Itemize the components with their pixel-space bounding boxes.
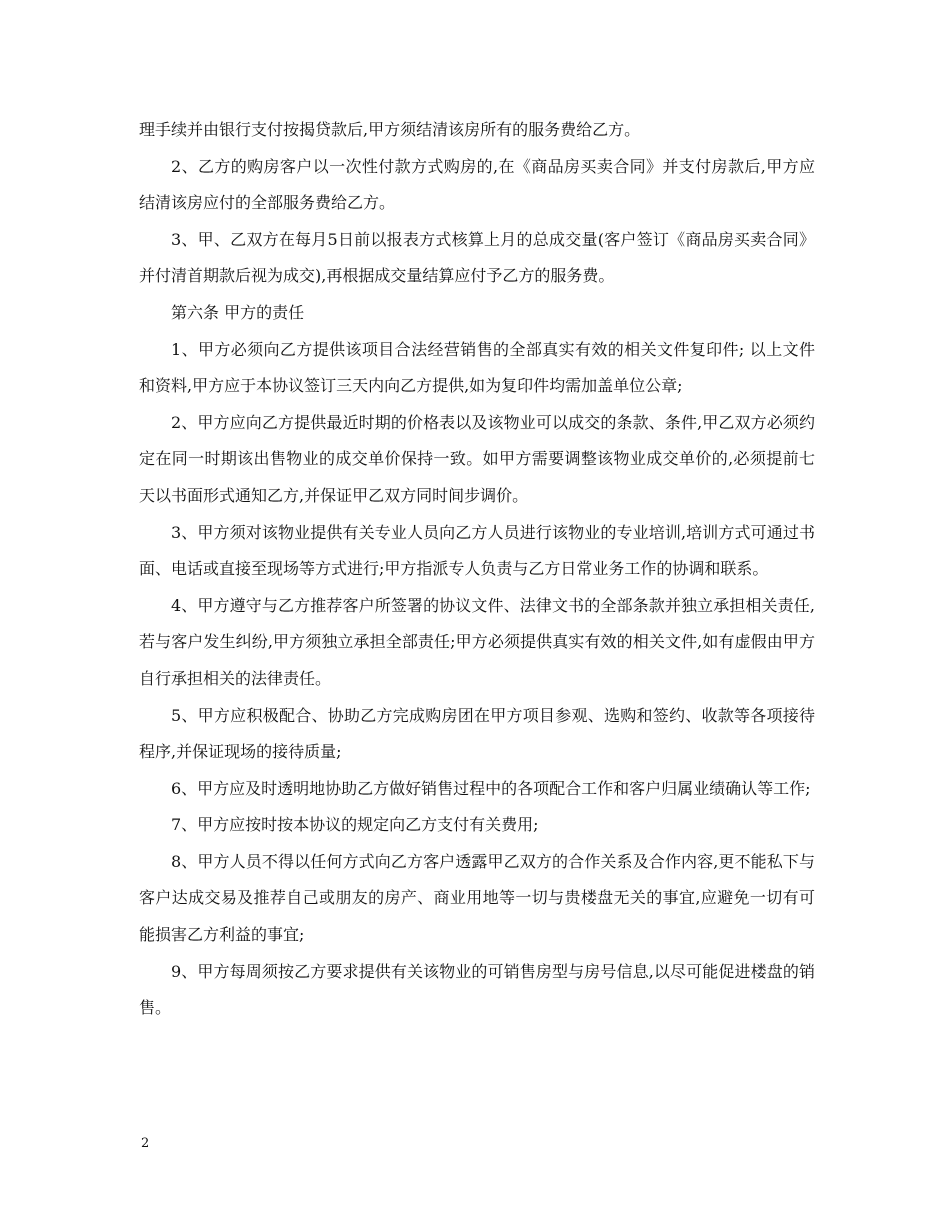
paragraph-responsibility-6: 6、甲方应及时透明地协助乙方做好销售过程中的各项配合工作和客户归属业绩确认等工作; — [171, 778, 811, 798]
page-number: 2 — [141, 1136, 150, 1151]
paragraph-responsibility-9: 9、甲方每周须按乙方要求提供有关该物业的可销售房型与房号信息,以尽可能促进楼盘的销售。 — [139, 961, 815, 1018]
paragraph-continuation: 理手续并由银行支付按揭贷款后,甲方须结清该房所有的服务费给乙方。 — [139, 120, 641, 139]
paragraph-responsibility-4: 4、甲方遵守与乙方推荐客户所签署的协议文件、法律文书的全部条款并独立承担相关责任,若与客户发生纠纷,甲方须独立承担全部责任;甲方必须提供真实有效的相关文件,如有虚假由甲方自行承担相关的法律责任。 — [139, 595, 815, 688]
document-body — [139, 112, 815, 1027]
paragraph-responsibility-8: 8、甲方人员不得以任何方式向乙方客户透露甲乙双方的合作关系及合作内容,更不能私下与客户达成交易及推荐自己或朋友的房产、商业用地等一切与贵楼盘无关的事宜,应避免一切有可能损害乙方利益的事宜; — [139, 851, 815, 945]
paragraph-responsibility-7: 7、甲方应按时按本协议的规定向乙方支付有关费用; — [171, 815, 539, 835]
paragraph-responsibility-3: 3、甲方须对该物业提供有关专业人员向乙方人员进行该物业的专业培训,培训方式可通过书面、电话或直接至现场等方式进行;甲方指派专人负责与乙方日常业务工作的协调和联系。 — [139, 522, 815, 579]
paragraph-responsibility-2: 2、甲方应向乙方提供最近时期的价格表以及该物业可以成交的条款、条件,甲乙双方必须约定在同一时期该出售物业的成交单价保持一致。如甲方需要调整该物业成交单价的,必须提前七天以书面形式通知乙方,并保证甲乙双方同时间步调价。 — [139, 412, 815, 505]
paragraph-responsibility-1: 1、甲方必须向乙方提供该项目合法经营销售的全部真实有效的相关文件复印件; 以上文件和资料,甲方应于本协议签订三天内向乙方提供,如为复印件均需加盖单位公章; — [139, 339, 815, 396]
paragraph-payment-clause-3: 3、甲、乙双方在每月5日前以报表方式核算上月的总成交量(客户签订《商品房买卖合同》并付清首期款后视为成交),再根据成交量结算应付予乙方的服务费。 — [139, 229, 815, 286]
section-heading-article-6: 第六条 甲方的责任 — [171, 302, 305, 322]
paragraph-responsibility-5: 5、甲方应积极配合、协助乙方完成购房团在甲方项目参观、选购和签约、收款等各项接待程序,并保证现场的接待质量; — [139, 705, 815, 762]
paragraph-payment-clause-2: 2、乙方的购房客户以一次性付款方式购房的,在《商品房买卖合同》并支付房款后,甲方应结清该房应付的全部服务费给乙方。 — [139, 156, 815, 213]
